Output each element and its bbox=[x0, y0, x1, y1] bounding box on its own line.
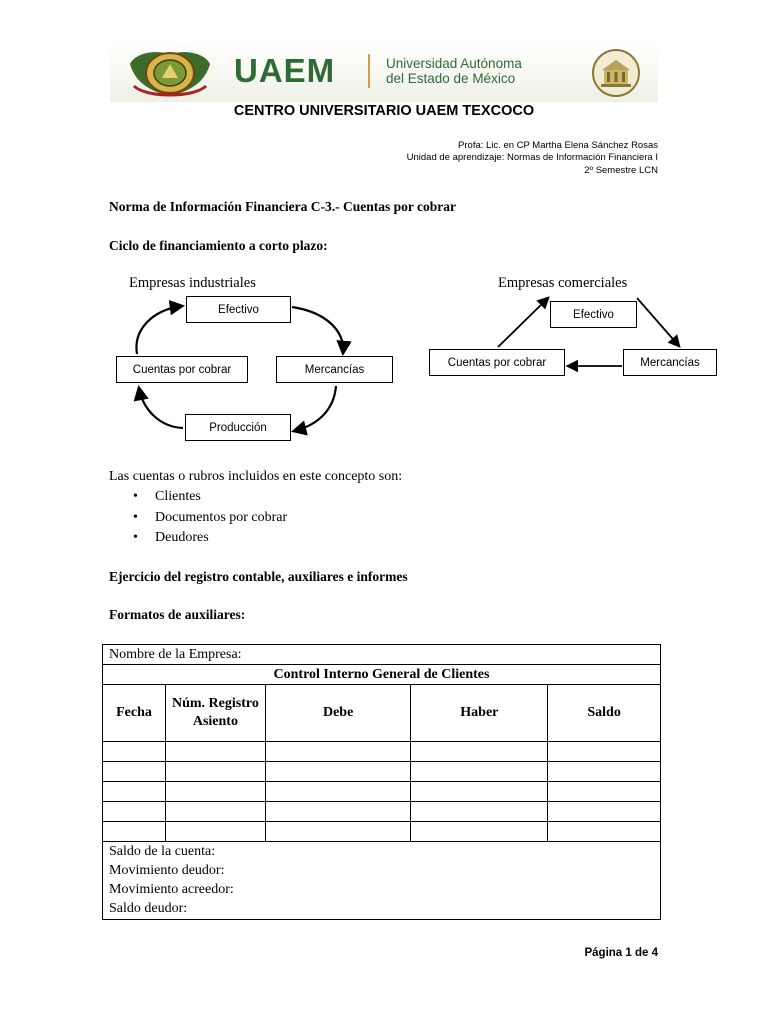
brand-wordmark: UAEM bbox=[234, 52, 336, 89]
table-title: Control Interno General de Clientes bbox=[103, 665, 661, 685]
industrial-title: Empresas industriales bbox=[129, 275, 256, 291]
list-item: • Clientes bbox=[133, 489, 201, 504]
node-mercancias-industrial: Mercancías bbox=[276, 356, 393, 383]
table-row bbox=[103, 782, 661, 802]
summary-cell bbox=[103, 842, 661, 920]
column-header-saldo: Saldo bbox=[548, 685, 661, 742]
column-header-haber: Haber bbox=[411, 685, 548, 742]
arrow-cuentas-to-efectivo bbox=[136, 306, 182, 354]
formats-heading: Formatos de auxiliares: bbox=[109, 607, 246, 622]
university-name-line2: del Estado de México bbox=[386, 71, 516, 86]
header-row bbox=[103, 685, 661, 742]
concept-intro: Las cuentas o rubros incluidos en este concepto son: bbox=[109, 469, 403, 484]
summary-saldo-deudor: Saldo deudor: bbox=[109, 901, 188, 916]
cycle-heading: Ciclo de financiamiento a corto plazo: bbox=[109, 238, 328, 253]
arrow-cuentas-to-efectivo-commercial bbox=[498, 298, 548, 347]
cycle-diagrams-arrows bbox=[0, 0, 768, 460]
semester-line: 2º Semestre LCN bbox=[584, 165, 658, 176]
node-cuentas-commercial: Cuentas por cobrar bbox=[429, 349, 565, 376]
center-title: CENTRO UNIVERSITARIO UAEM TEXCOCO bbox=[233, 103, 535, 119]
page-number: Página 1 de 4 bbox=[584, 947, 658, 959]
summary-mov-acreedor: Movimiento acreedor: bbox=[109, 882, 234, 897]
document-title: Norma de Información Financiera C-3.- Cuentas por cobrar bbox=[109, 199, 456, 214]
university-name-line1: Universidad Autónoma bbox=[386, 56, 522, 71]
company-label: Nombre de la Empresa: bbox=[103, 645, 661, 665]
arrow-produccion-to-cuentas bbox=[139, 388, 183, 428]
summary-mov-deudor: Movimiento deudor: bbox=[109, 863, 225, 878]
company-row bbox=[103, 645, 661, 665]
table-row bbox=[103, 822, 661, 842]
node-cuentas-industrial: Cuentas por cobrar bbox=[116, 356, 248, 383]
arrow-efectivo-to-mercancias bbox=[292, 307, 343, 353]
table-row bbox=[103, 802, 661, 822]
arrow-mercancias-to-produccion bbox=[294, 386, 336, 431]
list-item: • Documentos por cobrar bbox=[133, 510, 288, 525]
unit-line: Unidad de aprendizaje: Normas de Información Financiera I bbox=[406, 152, 658, 163]
column-header-debe: Debe bbox=[265, 685, 411, 742]
node-mercancias-commercial: Mercancías bbox=[623, 349, 717, 376]
column-header-registro: Núm. Registro Asiento bbox=[165, 685, 265, 742]
table-row bbox=[103, 742, 661, 762]
clients-ledger-table bbox=[102, 644, 661, 920]
node-efectivo-industrial: Efectivo bbox=[186, 296, 291, 323]
column-header-fecha: Fecha bbox=[103, 685, 166, 742]
node-produccion-industrial: Producción bbox=[185, 414, 291, 441]
table-row bbox=[103, 762, 661, 782]
node-efectivo-commercial: Efectivo bbox=[550, 301, 637, 328]
arrow-efectivo-to-mercancias-commercial bbox=[637, 298, 679, 346]
commercial-title: Empresas comerciales bbox=[498, 275, 628, 291]
summary-row bbox=[103, 842, 661, 920]
exercise-heading: Ejercicio del registro contable, auxiliares e informes bbox=[109, 569, 408, 584]
list-item: • Deudores bbox=[133, 530, 209, 545]
professor-line: Profa: Lic. en CP Martha Elena Sánchez Rosas bbox=[458, 140, 658, 151]
summary-saldo-cuenta: Saldo de la cuenta: bbox=[109, 844, 216, 859]
table-title-row bbox=[103, 665, 661, 685]
